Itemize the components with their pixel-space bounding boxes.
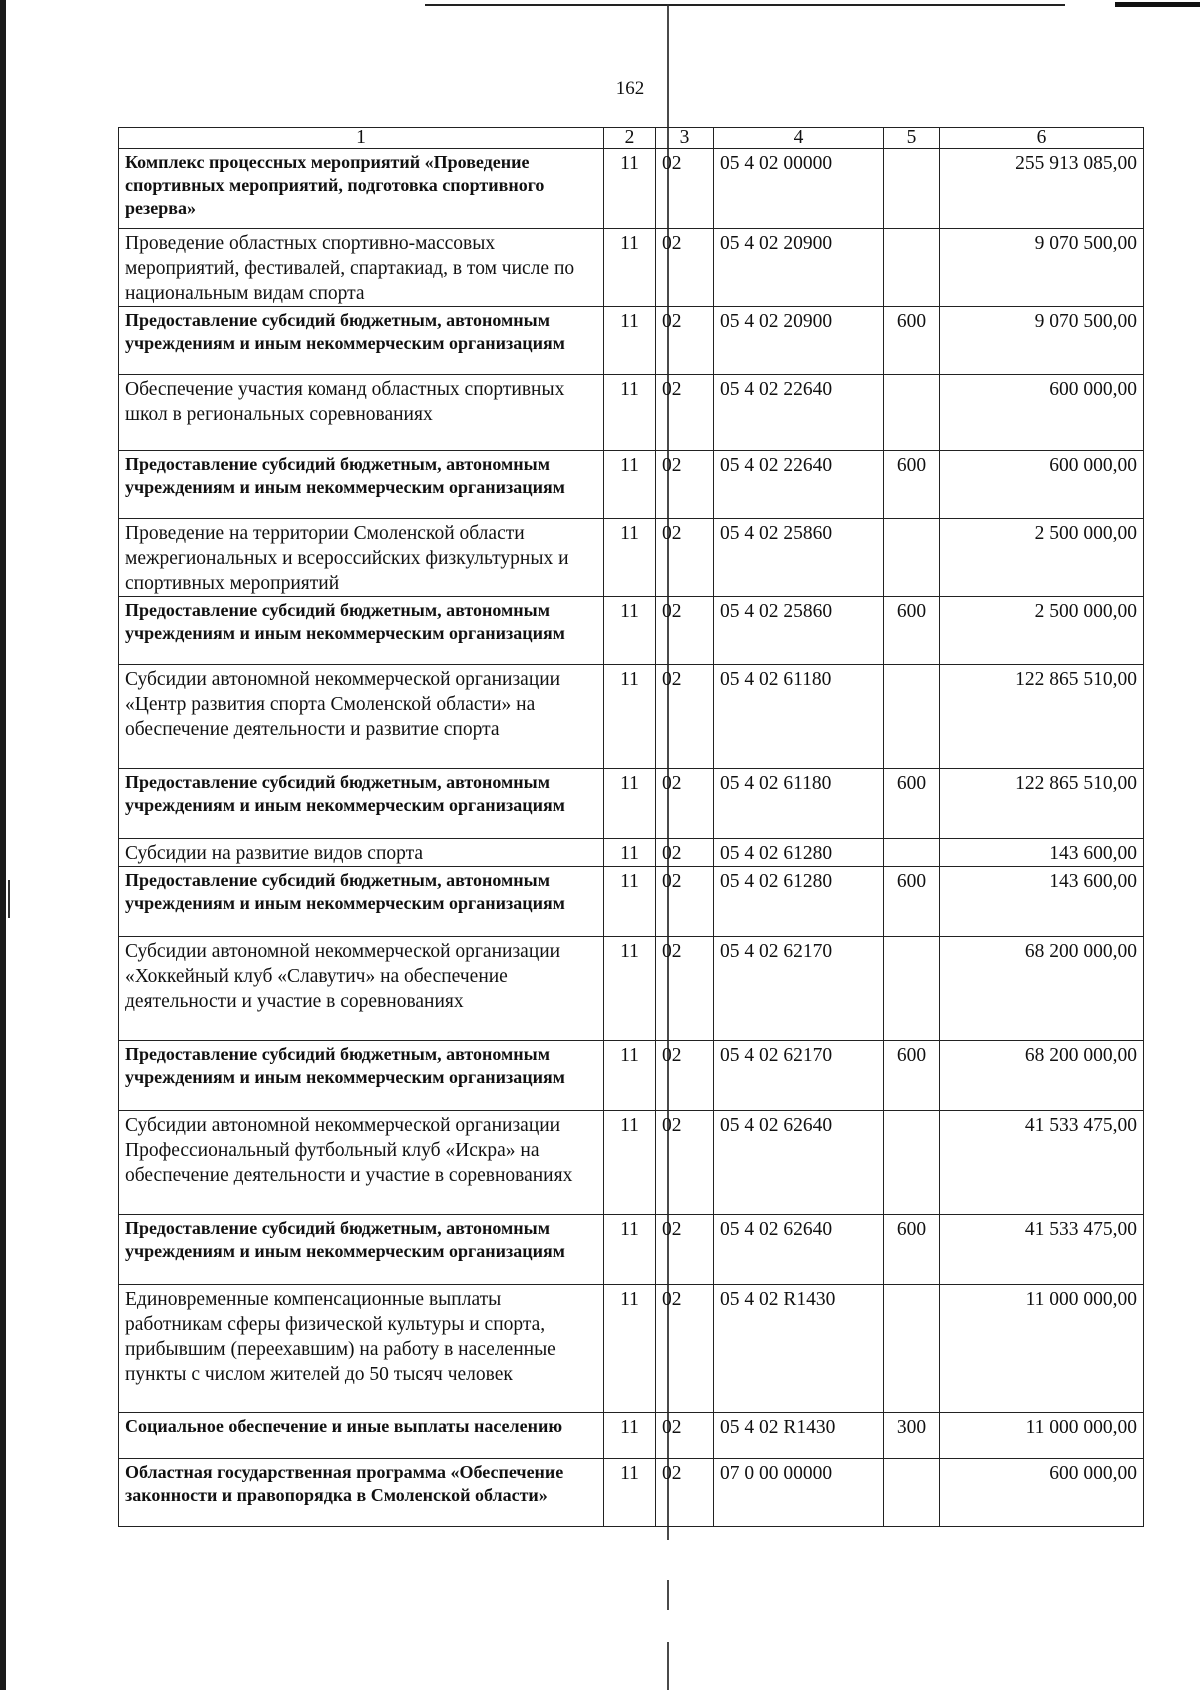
row-name-cell: Предоставление субсидий бюджетным, автономным учреждениям и иным некоммерческим организациям (119, 451, 604, 519)
row-section-cell: 11 (604, 665, 656, 769)
row-section-cell: 11 (604, 769, 656, 839)
page-number: 162 (615, 78, 645, 99)
table-row (119, 451, 1144, 519)
row-subsection-cell: 02 (656, 1111, 714, 1215)
scan-left-edge (0, 0, 6, 1690)
row-name-cell: Обеспечение участия команд областных спортивных школ в региональных соревнованиях (119, 375, 604, 451)
table-row (119, 307, 1144, 375)
row-section-cell: 11 (604, 839, 656, 867)
row-expense-type-cell: 600 (884, 1041, 940, 1111)
row-amount-cell: 11 000 000,00 (940, 1285, 1144, 1413)
row-amount-cell: 255 913 085,00 (940, 149, 1144, 229)
row-target-code-cell: 05 4 02 61180 (714, 665, 884, 769)
row-expense-type-cell (884, 229, 940, 307)
table-row (119, 1215, 1144, 1285)
row-section-cell: 11 (604, 307, 656, 375)
row-subsection-cell: 02 (656, 1413, 714, 1459)
row-subsection-cell: 02 (656, 229, 714, 307)
row-section-cell: 11 (604, 1215, 656, 1285)
row-target-code-cell: 05 4 02 25860 (714, 597, 884, 665)
row-name-cell: Субсидии на развитие видов спорта (119, 839, 604, 867)
row-amount-cell: 122 865 510,00 (940, 769, 1144, 839)
scan-fold-gap (666, 1610, 670, 1642)
table-row (119, 867, 1144, 937)
row-expense-type-cell (884, 519, 940, 597)
table-row (119, 1413, 1144, 1459)
table-row (119, 375, 1144, 451)
row-subsection-cell: 02 (656, 665, 714, 769)
row-subsection-cell: 02 (656, 1459, 714, 1527)
row-amount-cell: 68 200 000,00 (940, 1041, 1144, 1111)
row-name-cell: Областная государственная программа «Обеспечение законности и правопорядка в Смоленской области» (119, 1459, 604, 1527)
row-subsection-cell: 02 (656, 1041, 714, 1111)
row-name-cell: Предоставление субсидий бюджетным, автономным учреждениям и иным некоммерческим организациям (119, 597, 604, 665)
row-subsection-cell: 02 (656, 1215, 714, 1285)
row-expense-type-cell (884, 1285, 940, 1413)
row-name-cell: Социальное обеспечение и иные выплаты населению (119, 1413, 604, 1459)
row-target-code-cell: 05 4 02 20900 (714, 307, 884, 375)
row-expense-type-cell: 600 (884, 1215, 940, 1285)
row-target-code-cell: 07 0 00 00000 (714, 1459, 884, 1527)
row-target-code-cell: 05 4 02 62640 (714, 1215, 884, 1285)
row-expense-type-cell (884, 375, 940, 451)
row-amount-cell: 2 500 000,00 (940, 519, 1144, 597)
row-expense-type-cell (884, 839, 940, 867)
scan-top-right-mark (1115, 2, 1200, 7)
row-name-cell: Предоставление субсидий бюджетным, автономным учреждениям и иным некоммерческим организациям (119, 1215, 604, 1285)
row-section-cell: 11 (604, 519, 656, 597)
row-section-cell: 11 (604, 1111, 656, 1215)
row-amount-cell: 143 600,00 (940, 839, 1144, 867)
row-amount-cell: 122 865 510,00 (940, 665, 1144, 769)
row-name-cell: Субсидии автономной некоммерческой организации «Центр развития спорта Смоленской области» на обеспечение деятельности и развитие спорта (119, 665, 604, 769)
row-expense-type-cell: 600 (884, 451, 940, 519)
row-section-cell: 11 (604, 149, 656, 229)
table-row (119, 769, 1144, 839)
table-row (119, 519, 1144, 597)
row-section-cell: 11 (604, 1041, 656, 1111)
row-amount-cell: 41 533 475,00 (940, 1215, 1144, 1285)
table-row (119, 1459, 1144, 1527)
row-expense-type-cell: 600 (884, 307, 940, 375)
column-header: 1 (119, 128, 604, 149)
row-amount-cell: 600 000,00 (940, 451, 1144, 519)
row-target-code-cell: 05 4 02 61180 (714, 769, 884, 839)
row-expense-type-cell: 300 (884, 1413, 940, 1459)
row-name-cell: Субсидии автономной некоммерческой организации «Хоккейный клуб «Славутич» на обеспечение деятельности и участие в соревнованиях (119, 937, 604, 1041)
row-section-cell: 11 (604, 451, 656, 519)
row-subsection-cell: 02 (656, 149, 714, 229)
header-row (119, 128, 1144, 149)
row-target-code-cell: 05 4 02 22640 (714, 451, 884, 519)
budget-table (118, 127, 1144, 1527)
table-row (119, 839, 1144, 867)
column-header: 3 (656, 128, 714, 149)
column-header: 4 (714, 128, 884, 149)
row-target-code-cell: 05 4 02 20900 (714, 229, 884, 307)
row-section-cell: 11 (604, 1413, 656, 1459)
table-row (119, 597, 1144, 665)
row-amount-cell: 41 533 475,00 (940, 1111, 1144, 1215)
column-header: 5 (884, 128, 940, 149)
row-name-cell: Единовременные компенсационные выплаты работникам сферы физической культуры и спорта, прибывшим (переехавшим) на работу в населенные пункты с числом жителей до 50 тысяч человек (119, 1285, 604, 1413)
row-amount-cell: 2 500 000,00 (940, 597, 1144, 665)
row-section-cell: 11 (604, 1285, 656, 1413)
row-name-cell: Предоставление субсидий бюджетным, автономным учреждениям и иным некоммерческим организациям (119, 1041, 604, 1111)
row-amount-cell: 9 070 500,00 (940, 229, 1144, 307)
column-header: 2 (604, 128, 656, 149)
row-name-cell: Проведение областных спортивно-массовых мероприятий, фестивалей, спартакиад, в том числе по национальным видам спорта (119, 229, 604, 307)
row-name-cell: Предоставление субсидий бюджетным, автономным учреждениям и иным некоммерческим организациям (119, 867, 604, 937)
row-subsection-cell: 02 (656, 597, 714, 665)
row-target-code-cell: 05 4 02 R1430 (714, 1413, 884, 1459)
table-row (119, 937, 1144, 1041)
row-section-cell: 11 (604, 1459, 656, 1527)
table-row (119, 665, 1144, 769)
row-subsection-cell: 02 (656, 769, 714, 839)
row-target-code-cell: 05 4 02 62170 (714, 1041, 884, 1111)
scan-left-tick (8, 880, 10, 918)
row-section-cell: 11 (604, 375, 656, 451)
table-row (119, 1111, 1144, 1215)
row-section-cell: 11 (604, 597, 656, 665)
row-subsection-cell: 02 (656, 867, 714, 937)
row-name-cell: Предоставление субсидий бюджетным, автономным учреждениям и иным некоммерческим организациям (119, 307, 604, 375)
row-expense-type-cell (884, 665, 940, 769)
scan-fold-gap (666, 1540, 670, 1580)
row-section-cell: 11 (604, 229, 656, 307)
row-target-code-cell: 05 4 02 62640 (714, 1111, 884, 1215)
row-expense-type-cell (884, 149, 940, 229)
table-row (119, 1041, 1144, 1111)
row-section-cell: 11 (604, 937, 656, 1041)
row-target-code-cell: 05 4 02 62170 (714, 937, 884, 1041)
row-amount-cell: 600 000,00 (940, 1459, 1144, 1527)
table-row (119, 1285, 1144, 1413)
row-target-code-cell: 05 4 02 00000 (714, 149, 884, 229)
row-subsection-cell: 02 (656, 307, 714, 375)
row-amount-cell: 600 000,00 (940, 375, 1144, 451)
row-section-cell: 11 (604, 867, 656, 937)
row-subsection-cell: 02 (656, 937, 714, 1041)
row-subsection-cell: 02 (656, 839, 714, 867)
row-target-code-cell: 05 4 02 R1430 (714, 1285, 884, 1413)
row-expense-type-cell: 600 (884, 769, 940, 839)
row-subsection-cell: 02 (656, 375, 714, 451)
row-target-code-cell: 05 4 02 61280 (714, 867, 884, 937)
row-subsection-cell: 02 (656, 519, 714, 597)
row-amount-cell: 9 070 500,00 (940, 307, 1144, 375)
row-target-code-cell: 05 4 02 25860 (714, 519, 884, 597)
scan-top-rule (425, 4, 1065, 6)
row-name-cell: Комплекс процессных мероприятий «Проведение спортивных мероприятий, подготовка спортивного резерва» (119, 149, 604, 229)
row-expense-type-cell (884, 1459, 940, 1527)
row-subsection-cell: 02 (656, 1285, 714, 1413)
row-amount-cell: 68 200 000,00 (940, 937, 1144, 1041)
row-name-cell: Субсидии автономной некоммерческой организации Профессиональный футбольный клуб «Искра» на обеспечение деятельности и участие в соревнованиях (119, 1111, 604, 1215)
row-expense-type-cell (884, 937, 940, 1041)
row-expense-type-cell: 600 (884, 867, 940, 937)
row-expense-type-cell: 600 (884, 597, 940, 665)
row-amount-cell: 11 000 000,00 (940, 1413, 1144, 1459)
row-name-cell: Проведение на территории Смоленской области межрегиональных и всероссийских физкультурных и спортивных мероприятий (119, 519, 604, 597)
row-subsection-cell: 02 (656, 451, 714, 519)
row-expense-type-cell (884, 1111, 940, 1215)
table-row (119, 149, 1144, 229)
row-target-code-cell: 05 4 02 61280 (714, 839, 884, 867)
row-name-cell: Предоставление субсидий бюджетным, автономным учреждениям и иным некоммерческим организациям (119, 769, 604, 839)
table-row (119, 229, 1144, 307)
row-target-code-cell: 05 4 02 22640 (714, 375, 884, 451)
row-amount-cell: 143 600,00 (940, 867, 1144, 937)
column-header: 6 (940, 128, 1144, 149)
